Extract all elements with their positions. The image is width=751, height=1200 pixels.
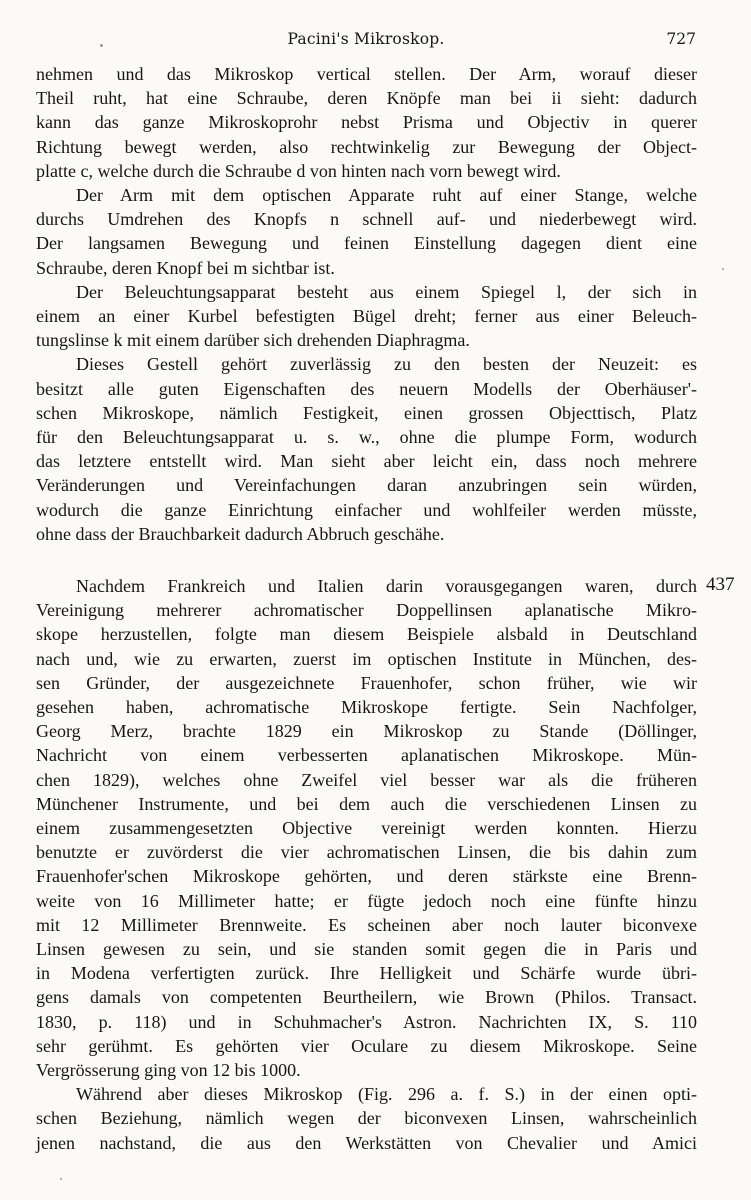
text-line: schen Beziehung, nämlich wegen der biconvexen Linsen, wahrscheinlich	[36, 1108, 697, 1129]
text-line: tungslinse k mit einem darüber sich drehenden Diaphragma.	[36, 330, 470, 351]
text-line: sehr gerühmt. Es gehörten vier Oculare zu diesem Mikroskope. Seine	[36, 1035, 697, 1056]
text-line: Der Arm mit dem optischen Apparate ruht auf einer Stange, welche	[76, 185, 697, 206]
text-line: wodurch die ganze Einrichtung einfacher und wohlfeiler werden müsste,	[36, 499, 697, 520]
text-line: Nachricht von einem verbesserten aplanatischen Mikroskope. Mün-	[36, 745, 697, 766]
running-head-title: Pacini's Mikroskop.	[287, 30, 445, 48]
text-line: Theil ruht, hat eine Schraube, deren Knöpfe man bei ii sieht: dadurch	[36, 88, 697, 109]
text-line: das letztere entstellt wird. Man sieht aber leicht ein, dass noch mehrere	[36, 451, 697, 472]
print-speck	[100, 44, 103, 47]
text-block-2	[36, 574, 697, 1155]
paragraph-3	[36, 280, 697, 353]
text-line: kann das ganze Mikroskoprohr nebst Prisma und Objectiv in querer	[36, 112, 697, 133]
text-line: Nachdem Frankreich und Italien darin vorausgegangen waren, durch	[76, 576, 697, 596]
print-speck	[722, 268, 724, 270]
text-line: Veränderungen und Vereinfachungen daran anzubringen sein würden,	[36, 475, 697, 496]
paragraph-5	[36, 574, 697, 1082]
text-line: besitzt alle guten Eigenschaften des neuern Modells der Oberhäuser'-	[36, 378, 697, 399]
text-line: weite von 16 Millimeter hatte; er fügte jedoch noch eine fünfte hinzu	[36, 890, 697, 911]
paragraph-4	[36, 352, 697, 546]
text-line: Schraube, deren Knopf bei m sichtbar ist.	[36, 257, 335, 278]
text-line: gens damals von competenten Beurtheilern, wie Brown (Philos. Transact.	[36, 987, 697, 1008]
text-line: benutzte er zuvörderst die vier achromatischen Linsen, die bis dahin zum	[36, 842, 697, 863]
text-line: Münchener Instrumente, und bei dem auch die verschiedenen Linsen zu	[36, 793, 697, 814]
text-line: einem zusammengesetzten Objective vereinigt werden konnten. Hierzu	[36, 818, 697, 839]
text-line: ohne dass der Brauchbarkeit dadurch Abbruch geschähe.	[36, 523, 445, 544]
text-line: Georg Merz, brachte 1829 ein Mikroskop zu Stande (Döllinger,	[36, 721, 697, 742]
text-line: mit 12 Millimeter Brennweite. Es scheinen aber noch lauter biconvexe	[36, 914, 697, 935]
text-line: Frauenhofer'schen Mikroskope gehörten, und deren stärkste eine Brenn-	[36, 866, 697, 887]
text-line: einem an einer Kurbel befestigten Bügel dreht; ferner aus einer Beleuch-	[36, 306, 697, 327]
text-line: platte c, welche durch die Schraube d von hinten nach vorn bewegt wird.	[36, 160, 561, 181]
page-number: 727	[666, 30, 696, 48]
paragraph-1	[36, 62, 697, 183]
text-line: nach und, wie zu erwarten, zuerst im optischen Institute in München, des-	[36, 648, 697, 669]
text-block-1	[36, 62, 697, 546]
text-line: Dieses Gestell gehört zuverlässig zu den besten der Neuzeit: es	[76, 354, 697, 375]
text-line: chen 1829), welches ohne Zweifel viel besser war als die früheren	[36, 769, 697, 790]
text-line: Richtung bewegt werden, also rechtwinkelig zur Bewegung der Object-	[36, 136, 697, 157]
text-line: schen Mikroskope, nämlich Festigkeit, einen grossen Objecttisch, Platz	[36, 402, 697, 423]
text-line: in Modena verfertigten zurück. Ihre Helligkeit und Schärfe wurde übri-	[36, 963, 697, 984]
paragraph-6	[36, 1082, 697, 1155]
text-line: Der Beleuchtungsapparat besteht aus einem Spiegel l, der sich in	[76, 281, 697, 302]
text-line: Der langsamen Bewegung und feinen Einstellung dagegen dient eine	[36, 233, 697, 254]
running-head	[36, 30, 696, 54]
text-line: Vereinigung mehrerer achromatischer Doppellinsen aplanatische Mikro-	[36, 600, 697, 621]
margin-section-number: 437	[706, 574, 735, 595]
text-line: Vergrösserung ging von 12 bis 1000.	[36, 1060, 301, 1081]
text-line: skope herzustellen, folgte man diesem Beispiele alsbald in Deutschland	[36, 624, 697, 645]
paragraph-2	[36, 183, 697, 280]
print-speck	[60, 1178, 62, 1180]
text-line: Linsen gewesen zu sein, und sie standen somit gegen die in Paris und	[36, 939, 697, 960]
text-line: sen Gründer, der ausgezeichnete Frauenhofer, schon früher, wie wir	[36, 672, 697, 693]
text-line: durchs Umdrehen des Knopfs n schnell auf- und niederbewegt wird.	[36, 209, 697, 230]
text-line: gesehen haben, achromatische Mikroskope fertigte. Sein Nachfolger,	[36, 697, 697, 718]
text-line: Während aber dieses Mikroskop (Fig. 296 a. f. S.) in der einen opti-	[76, 1084, 697, 1105]
text-line: für den Beleuchtungsapparat u. s. w., ohne die plumpe Form, wodurch	[36, 427, 697, 448]
text-line: jenen nachstand, die aus den Werkstätten von Chevalier und Amici	[36, 1132, 697, 1153]
text-line: nehmen und das Mikroskop vertical stellen. Der Arm, worauf dieser	[36, 64, 697, 84]
text-line: 1830, p. 118) und in Schuhmacher's Astron. Nachrichten IX, S. 110	[36, 1011, 697, 1032]
